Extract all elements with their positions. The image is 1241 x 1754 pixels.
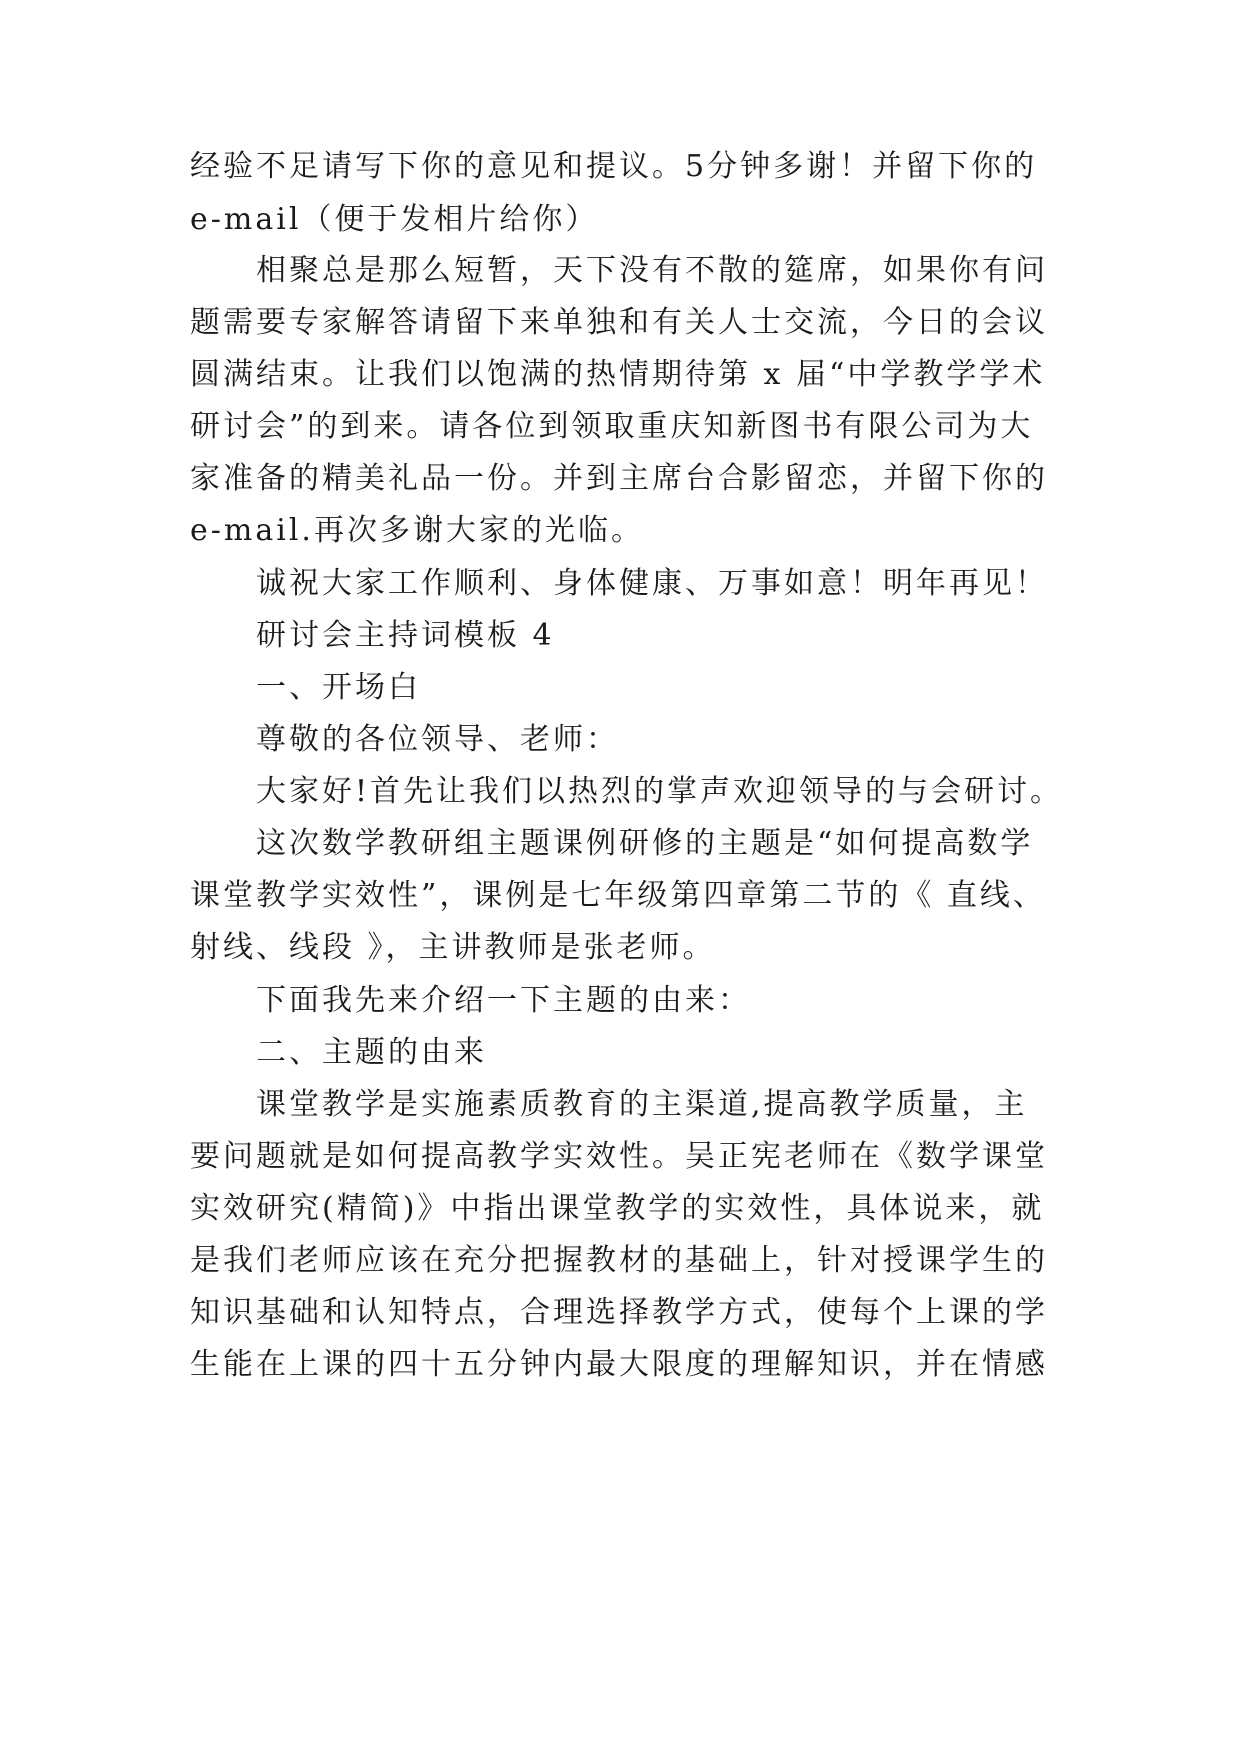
paragraph-start: 这次数学教研组主题课例研修的主题是“如何提高数学 xyxy=(256,826,1034,861)
text-line: 生能在上课的四十五分钟内最大限度的理解知识，并在情感 xyxy=(190,1347,1048,1382)
text-line: 要问题就是如何提高教学实效性。吴正宪老师在《数学课堂 xyxy=(190,1139,1048,1174)
text-line: 射线、线段 》，主讲教师是张老师。 xyxy=(190,930,716,965)
text-line: 实效研究(精简)》中指出课堂教学的实效性，具体说来，就 xyxy=(190,1191,1045,1226)
text-line: e-mail（便于发相片给你） xyxy=(190,202,599,237)
text-line: 题需要专家解答请留下来单独和有关人士交流，今日的会议 xyxy=(190,305,1048,340)
text-line: 研讨会”的到来。请各位到领取重庆知新图书有限公司为大 xyxy=(190,409,1034,444)
salutation: 尊敬的各位领导、老师： xyxy=(256,722,619,757)
paragraph-start: 大家好!首先让我们以热烈的掌声欢迎领导的与会研讨。 xyxy=(256,774,1064,809)
section-heading: 一、开场白 xyxy=(256,670,421,705)
text-line: e-mail.再次多谢大家的光临。 xyxy=(190,513,644,548)
text-line: 课堂教学实效性”，课例是七年级第四章第二节的《 直线、 xyxy=(190,878,1046,913)
text-line: 家准备的精美礼品一份。并到主席台合影留恋，并留下你的 xyxy=(190,461,1048,496)
section-title: 研讨会主持词模板 4 xyxy=(256,618,555,653)
text-line: 是我们老师应该在充分把握教材的基础上，针对授课学生的 xyxy=(190,1243,1048,1278)
section-heading: 二、主题的由来 xyxy=(256,1035,487,1070)
text-line: 知识基础和认知特点，合理选择教学方式，使每个上课的学 xyxy=(190,1295,1048,1330)
text-line: 圆满结束。让我们以饱满的热情期待第 x 届“中学教学学术 xyxy=(190,357,1046,392)
paragraph-start: 课堂教学是实施素质教育的主渠道,提高教学质量，主 xyxy=(256,1087,1028,1122)
text-line: 经验不足请写下你的意见和提议。5分钟多谢！并留下你的 xyxy=(190,149,1038,184)
paragraph-start: 下面我先来介绍一下主题的由来： xyxy=(256,983,751,1018)
paragraph-start: 诚祝大家工作顺利、身体健康、万事如意！明年再见！ xyxy=(256,566,1048,601)
paragraph-start: 相聚总是那么短暂，天下没有不散的筵席，如果你有问 xyxy=(256,253,1048,288)
